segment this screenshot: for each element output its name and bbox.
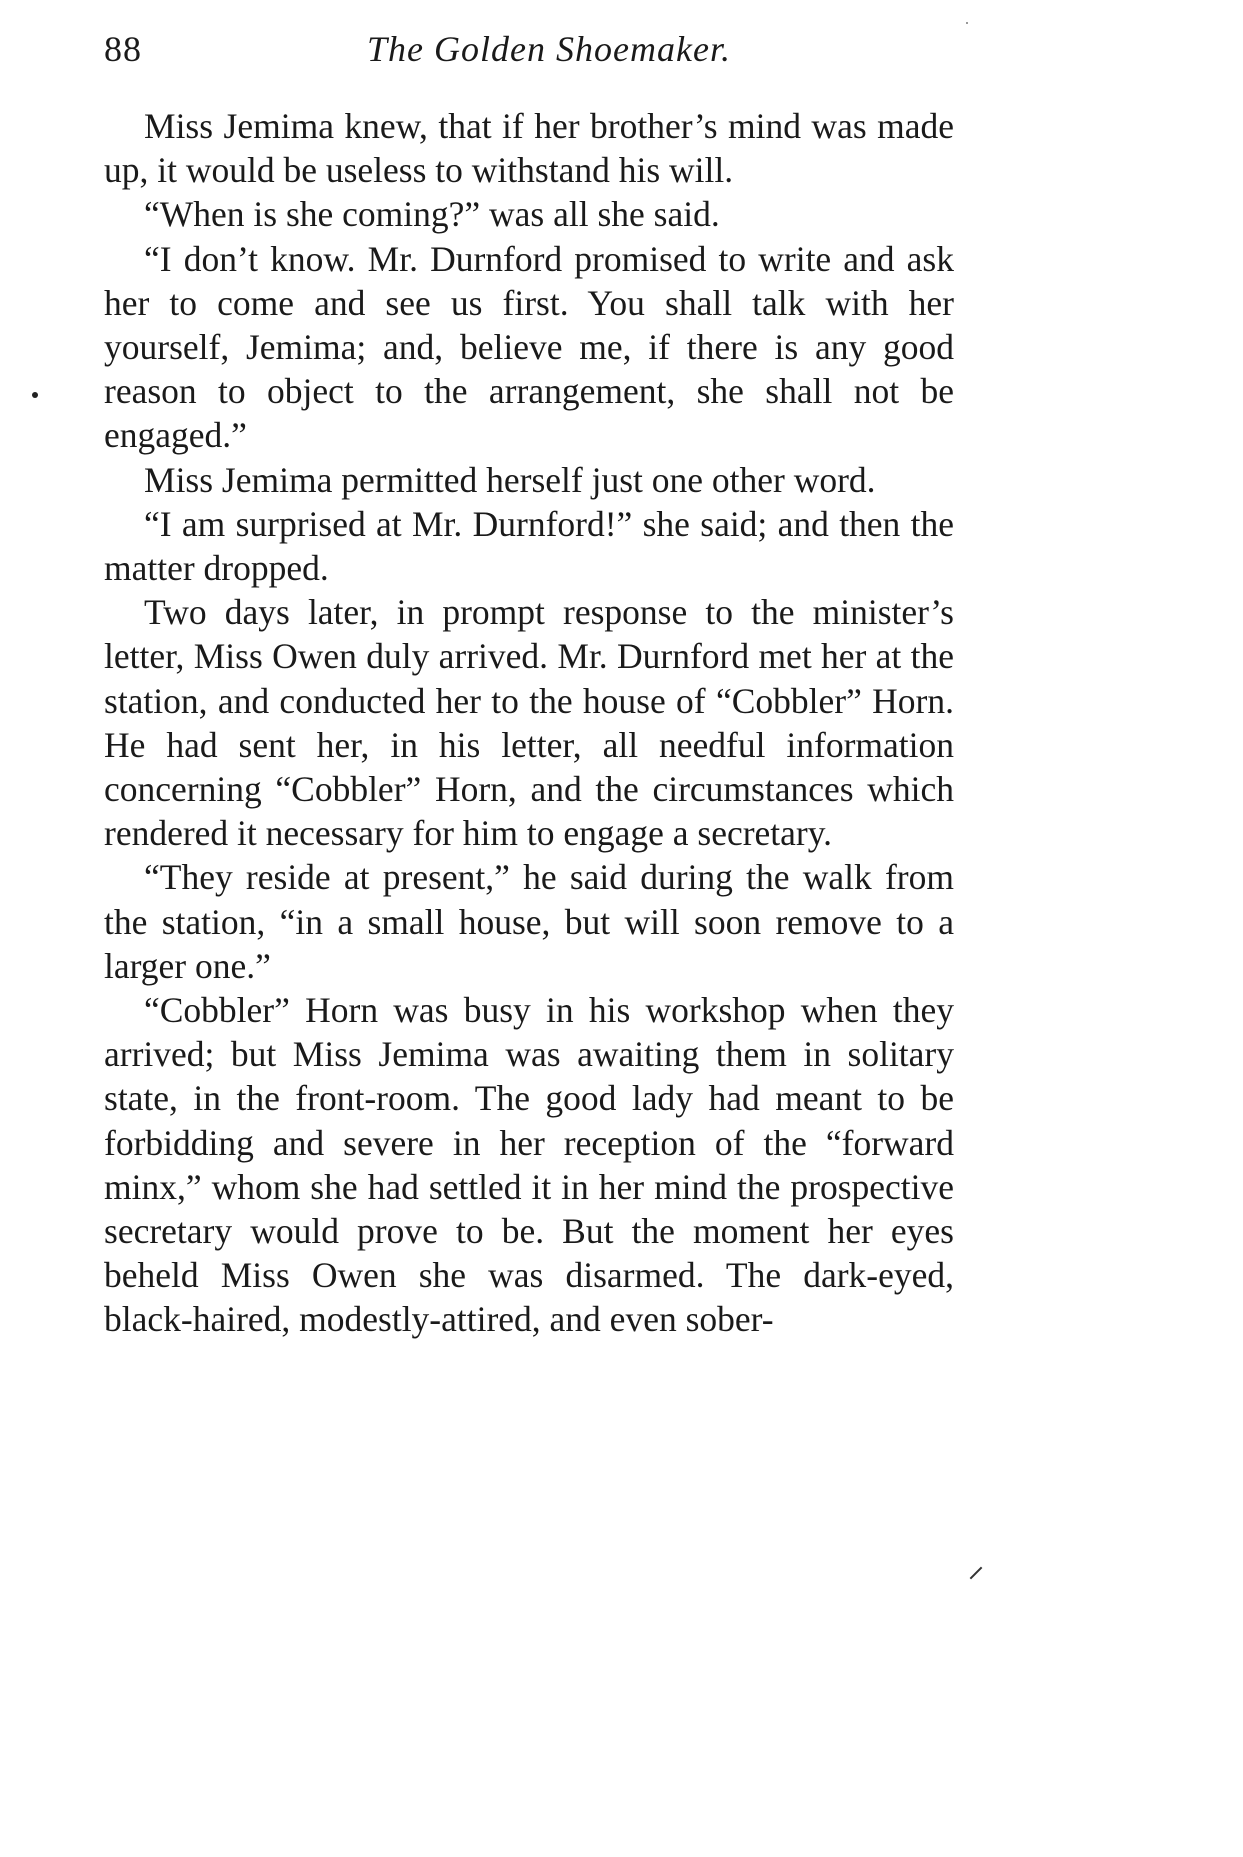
body-text xyxy=(104,104,954,1342)
paragraph: Miss Jemima permitted herself just one other word. xyxy=(144,459,876,500)
paragraph: “I don’t know. Mr. Durnford promised to write and ask her to come and see us first. You shall talk with her yourself, Jemima; and, believe me, if there is any good reason to object to the arrangement, she shall not be engaged.” xyxy=(104,238,954,456)
paragraph: Two days later, in prompt response to the minister’s letter, Miss Owen duly arrived. Mr. Durnford met her at the station, and conducted her to the house of “Cobbler” Horn. He had sent her, in his letter, all needful information concerning “Cobbler” Horn, and the circumstances which rendered it necessary for him to engage a secretary. xyxy=(104,592,954,854)
paragraph: “When is she coming?” was all she said. xyxy=(144,194,720,235)
running-title: The Golden Shoemaker. xyxy=(367,29,731,69)
page-header xyxy=(104,28,954,76)
paragraph: “They reside at present,” he said during the walk from the station, “in a small house, but will soon remove to a larger one.” xyxy=(104,857,954,986)
margin-stroke-mark xyxy=(970,1567,983,1580)
page-number: 88 xyxy=(104,29,142,69)
paragraph: “Cobbler” Horn was busy in his workshop when they arrived; but Miss Jemima was awaiting them in solitary state, in the front-room. The good lady had meant to be forbidding and severe in her reception of the “forward minx,” whom she had settled it in her mind the prospective secretary would prove to be. But the moment her eyes beheld Miss Owen she was disarmed. The dark-eyed, black-haired, modestly-attired, and even sober- xyxy=(104,990,954,1340)
paragraph: “I am surprised at Mr. Durnford!” she said; and then the matter dropped. xyxy=(104,503,954,589)
print-speck-mark xyxy=(966,22,968,24)
margin-dot-mark xyxy=(32,392,38,398)
paragraph: Miss Jemima knew, that if her brother’s mind was made up, it would be useless to withstand his will. xyxy=(104,106,954,191)
